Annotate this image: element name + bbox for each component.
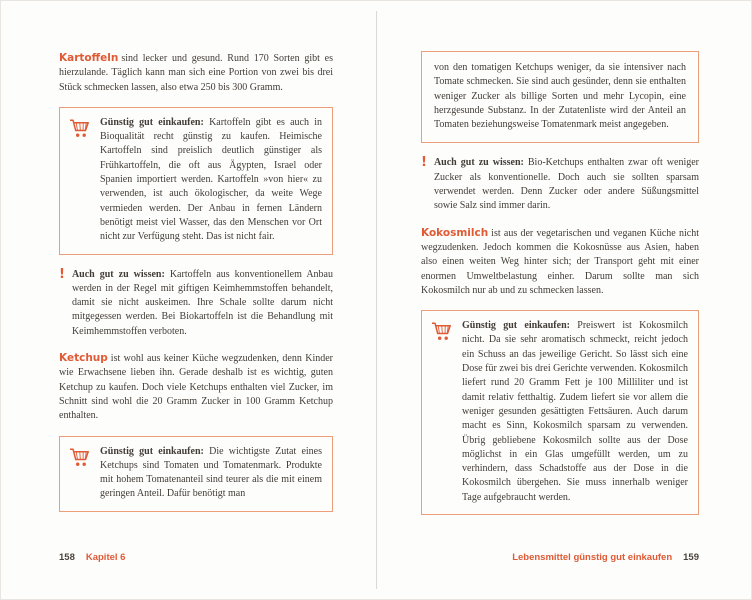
note-kartoffeln	[59, 268, 333, 339]
keyword-kokosmilch: Kokosmilch	[421, 226, 489, 239]
paragraph-kartoffeln	[59, 51, 333, 95]
note-body: Bio-Ketchups enthalten zwar oft weniger Zucker als konventionelle. Doch auch sie sollten sparsam verwendet werden. Denn Zucker oder andere Süßungsmittel sowie Salz sind immer darin.	[433, 157, 699, 212]
paragraph-ketchup	[59, 351, 333, 423]
tip-text	[100, 445, 322, 502]
tip-box-kokosmilch	[421, 310, 699, 515]
tip-text	[100, 116, 322, 245]
tip-body: Preiswert ist Kokosmilch nicht. Da sie sehr aromatisch schmeckt, reicht jedoch ein Schuss an das jeweilige Gericht. So lässt sich eine Dose für zwei bis drei Gerichte verwenden. Kokosmilch liefert rund 20 Gramm Fett je 100 Milliliter und ist damit relativ fetthaltig. Zudem liefert sie vor allem die weniger gesunden gesättigten Fettsäuren. Auch darum macht es Sinn, Kokosmilch sparsam zu verwenden. Übrig gebliebene Kokosmilch sollte aus der Dose möglichst in ein Glas umgefüllt werden, um zu verhindern, dass Schadstoffe aus der Dose in die Kokosmilch übergehen. Sie muss innerhalb weniger Tage aufgebraucht werden.	[462, 320, 688, 503]
tip-box-kartoffeln	[59, 107, 333, 255]
footer-left	[59, 552, 125, 563]
exclamation-icon: !	[59, 266, 65, 282]
paragraph-text: sind lecker und gesund. Rund 170 Sorten gibt es hierzulande. Täglich kann man sich eine Portion von zwei bis drei Stück schmecken lassen, also etwa 250 bis 300 Gramm.	[59, 53, 333, 93]
chapter-label-left: Kapitel 6	[85, 552, 126, 563]
paragraph-text: ist wohl aus keiner Küche wegzudenken, denn Kinder wie Erwachsene lieben ihn. Gerade deshalb ist es wichtig, guten Ketchup zu kaufen. Doch viele Ketchups enthalten viel Zucker, im Schnitt sind wohl die 20 Gramm Zucker in 100 Gramm Ketchup enthalten.	[59, 353, 333, 422]
note-ketchup	[421, 156, 699, 213]
shopping-cart-icon	[431, 319, 453, 505]
tip-box-ketchup-continued	[421, 51, 699, 143]
page-right	[421, 51, 699, 528]
tip-body: Kartoffeln gibt es auch in Bioqualität recht günstig zu kaufen. Heimische Kartoffeln sind preislich deutlich günstiger als Frühkartoffeln, die oft aus Ägypten, Israel oder Spanien importiert werden. Kartoffeln »von hier« zu verwenden, ist auch ökologischer, da weite Wege vermieden werden. Der Anbau in fernen Ländern benötigt meist viel Wasser, das den Menschen vor Ort nicht zur Verfügung steht. Das ist nicht fair.	[100, 116, 322, 243]
paragraph-kokosmilch	[421, 226, 699, 298]
note-label: Auch gut zu wissen:	[433, 157, 524, 169]
note-label: Auch gut zu wissen:	[71, 268, 165, 280]
tip-text	[462, 319, 688, 505]
note-text	[434, 156, 699, 213]
tip-label: Günstig gut einkaufen:	[462, 320, 570, 332]
tip-text	[434, 61, 686, 132]
tip-label: Günstig gut einkaufen:	[100, 445, 204, 457]
chapter-label-right: Lebensmittel günstig gut einkaufen	[512, 552, 673, 563]
note-body: Kartoffeln aus konventionellem Anbau werden in der Regel mit giftigen Keimhemmstoffen behandelt, damit sie nicht auskeimen. Ihre Schale sollte darum nicht mitgegessen werden. Bei Biokartoffeln ist die Behandlung mit Keimhemmstoffen verboten.	[71, 268, 333, 337]
page-divider	[376, 11, 377, 589]
page-left	[59, 51, 333, 525]
keyword-kartoffeln: Kartoffeln	[59, 52, 119, 64]
paragraph-text: ist aus der vegetarischen und veganen Küche nicht wegzudenken. Jedoch kommen die Kokosnüsse aus Asien, haben also einen weiten Weg hinter sich; der Transport geht mit einer enormen Umweltbelastung einher. Darum sollte man sich Kokosmilch nur ab und zu schmecken lassen.	[421, 227, 699, 296]
tip-body: Die wichtigste Zutat eines Ketchups sind Tomaten und Tomatenmark. Produkte mit hohem Tomatenanteil sind teurer als die mit einem geringen Anteil. Dafür benötigt man	[100, 445, 323, 500]
footer-right	[421, 552, 699, 563]
exclamation-icon: !	[421, 155, 427, 171]
note-text	[72, 268, 333, 339]
shopping-cart-icon	[69, 445, 91, 502]
shopping-cart-icon	[69, 116, 91, 245]
page-number-right: 159	[683, 552, 699, 563]
tip-box-ketchup	[59, 436, 333, 512]
tip-label: Günstig gut einkaufen:	[100, 116, 204, 128]
keyword-ketchup: Ketchup	[59, 352, 108, 365]
tip-body: von den tomatigen Ketchups weniger, da sie intensiver nach Tomate schmecken. Sie sind auch gesünder, denn sie enthalten weniger Zucker als billige Sorten und mehr Lycopin, eine herzgesunde Substanz. In der Zutatenliste wird der Anteil an Tomaten beziehungsweise Tomatenmark meist angegeben.	[434, 62, 686, 131]
page-number-left: 158	[59, 552, 75, 563]
